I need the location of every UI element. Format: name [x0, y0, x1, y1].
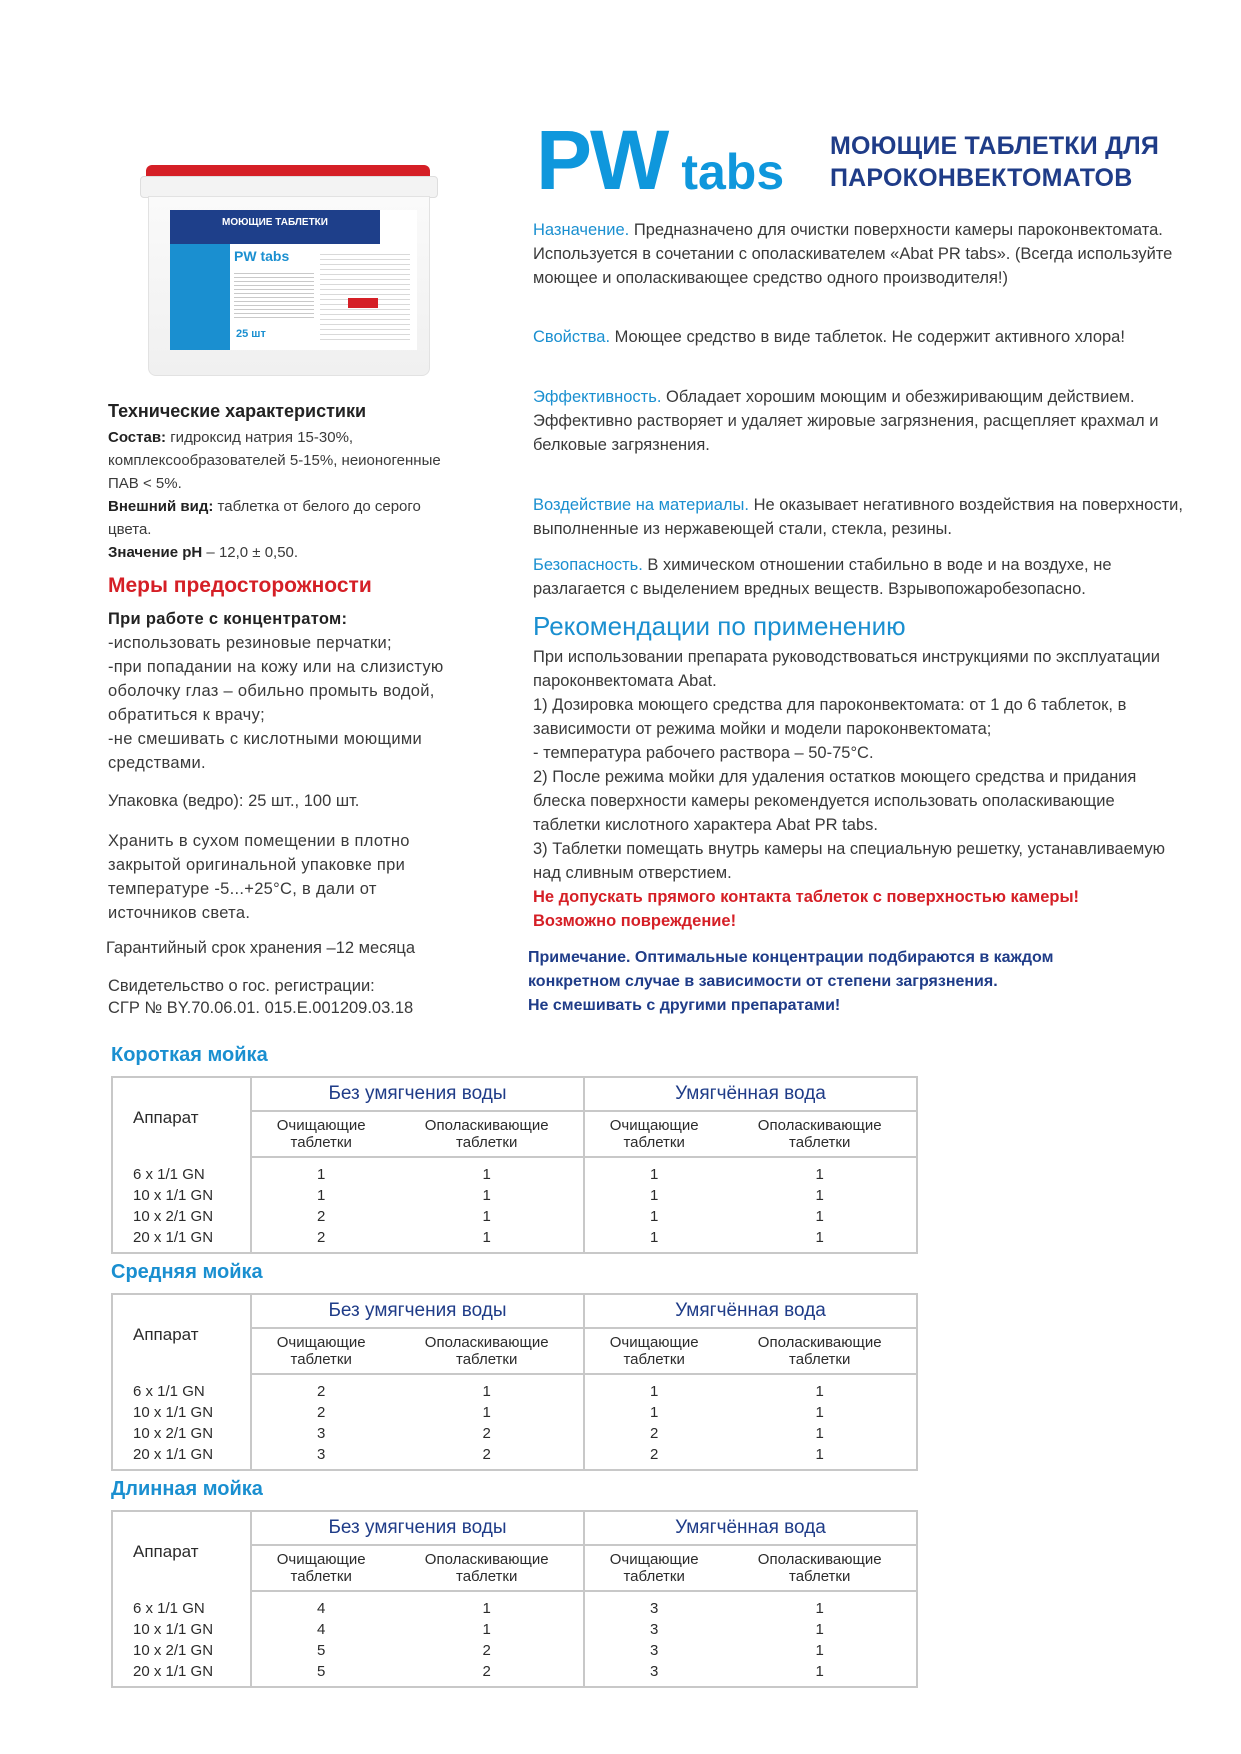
table-cell: 1: [650, 1404, 659, 1421]
bucket-label: [170, 210, 417, 350]
desc-materials: [533, 493, 1183, 541]
col-group-unsoftened: Без умягчения воды: [251, 1511, 584, 1545]
note: [528, 946, 1053, 1018]
bucket-label-brand: PW tabs: [234, 248, 290, 264]
table-cell: 1: [815, 1229, 824, 1246]
table-row: [112, 1591, 917, 1619]
col-rinse: Ополаскивающие таблетки: [390, 1328, 584, 1374]
col-rinse: Ополаскивающие таблетки: [723, 1111, 917, 1157]
tech-specs: [108, 426, 468, 564]
certificate-label: Свидетельство о гос. регистрации:: [108, 977, 375, 995]
col-group-unsoftened: Без умягчения воды: [251, 1077, 584, 1111]
bucket-label-info: [320, 250, 410, 340]
table-row: [112, 1423, 917, 1444]
dosage-table-long: [111, 1510, 918, 1688]
table-cell: 1: [390, 1157, 584, 1185]
table-row: [112, 1661, 917, 1687]
table-cell: 1: [815, 1642, 824, 1659]
table-cell: 1: [390, 1374, 584, 1402]
table-cell: 3: [317, 1446, 326, 1463]
table-cell: 4: [317, 1621, 326, 1638]
table-cell: 1: [650, 1166, 659, 1183]
appearance-label: Внешний вид:: [108, 498, 214, 515]
table-cell: 1: [317, 1187, 326, 1204]
abat-logo-icon: [348, 298, 378, 308]
tech-heading: Технические характеристики: [108, 401, 367, 421]
recommendation-line: 2) После режима мойки для удаления остатков моющего средства и придания блеска поверхности камеры рекомендуется использовать ополаскивающие таблетки кислотного характера Abat PR tabs.: [533, 768, 1137, 834]
warning-text: Не допускать прямого контакта таблеток с поверхностью камеры!: [533, 888, 1080, 906]
table-cell: 1: [815, 1663, 824, 1680]
table-title-long: Длинная мойка: [111, 1478, 263, 1500]
table-cell: 1: [815, 1404, 824, 1421]
certificate: [108, 975, 468, 1019]
recommendation-line: При использовании препарата руководствоваться инструкциями по эксплуатации пароконвектомата Abat.: [533, 648, 1160, 690]
dosage-table-medium: [111, 1293, 918, 1471]
table-cell: 5: [317, 1663, 326, 1680]
table-cell: 1: [390, 1227, 584, 1253]
table-cell: 1: [650, 1383, 659, 1400]
col-cleaning: Очищающие таблетки: [251, 1545, 390, 1591]
table-cell: 2: [390, 1640, 584, 1661]
desc-text: Моющее средство в виде таблеток. Не содержит активного хлора!: [610, 328, 1125, 346]
table-row: [112, 1206, 917, 1227]
col-cleaning: Очищающие таблетки: [251, 1111, 390, 1157]
table-cell: 20 x 1/1 GN: [112, 1227, 251, 1253]
packaging: Упаковка (ведро): 25 шт., 100 шт.: [108, 792, 360, 810]
table-cell: 1: [815, 1425, 824, 1442]
col-group-softened: Умягчённая вода: [584, 1511, 917, 1545]
table-row: [112, 1402, 917, 1423]
storage: Хранить в сухом помещении в плотно закрытой оригинальной упаковке при температуре -5...+25°С, в дали от источников света.: [108, 832, 410, 922]
desc-key: Безопасность.: [533, 556, 643, 574]
recommendations-body: [533, 645, 1183, 933]
desc-key: Свойства.: [533, 328, 611, 346]
bucket-label-qty: 25 шт: [236, 328, 266, 340]
recommendations-heading: Рекомендации по применению: [533, 611, 906, 641]
desc-purpose: [533, 218, 1183, 290]
table-row: [112, 1157, 917, 1185]
precautions-list: [108, 607, 468, 775]
desc-text: В химическом отношении стабильно в воде и на воздухе, не разлагается с выделением вредных веществ. Взрывопожаробезопасно.: [533, 556, 1112, 598]
table-cell: 10 x 1/1 GN: [112, 1619, 251, 1640]
product-image: [140, 160, 440, 385]
precaution-item: -использовать резиновые перчатки;: [108, 634, 392, 652]
composition-label: Состав:: [108, 429, 167, 446]
table-cell: 2: [317, 1208, 326, 1225]
col-apparatus: Аппарат: [112, 1511, 251, 1591]
table-cell: 10 x 1/1 GN: [112, 1402, 251, 1423]
table-cell: 5: [317, 1642, 326, 1659]
bucket-label-photo: [170, 244, 230, 350]
bucket-label-title: МОЮЩИЕ ТАБЛЕТКИ: [170, 210, 380, 244]
table-cell: 1: [815, 1446, 824, 1463]
table-cell: 10 x 1/1 GN: [112, 1185, 251, 1206]
recommendation-line: 1) Дозировка моющего средства для пароконвектомата: от 1 до 6 таблеток, в зависимости от режима мойки и модели пароконвектомата;: [533, 696, 1127, 738]
table-cell: 2: [390, 1423, 584, 1444]
col-group-softened: Умягчённая вода: [584, 1294, 917, 1328]
table-cell: 10 x 2/1 GN: [112, 1640, 251, 1661]
table-row: [112, 1444, 917, 1470]
col-cleaning: Очищающие таблетки: [251, 1328, 390, 1374]
table-cell: 1: [390, 1619, 584, 1640]
page-title-line2: ПАРОКОНВЕКТОМАТОВ: [830, 164, 1133, 192]
note-text: Оптимальные концентрации подбираются в каждом: [630, 949, 1054, 966]
recommendation-line: 3) Таблетки помещать внутрь камеры на специальную решетку, устанавливаемую над сливным отверстием.: [533, 840, 1166, 882]
table-row: [112, 1619, 917, 1640]
table-cell: 6 x 1/1 GN: [112, 1591, 251, 1619]
table-cell: 20 x 1/1 GN: [112, 1661, 251, 1687]
table-cell: 20 x 1/1 GN: [112, 1444, 251, 1470]
warranty: Гарантийный срок хранения –12 месяца: [106, 939, 416, 957]
table-cell: 1: [390, 1185, 584, 1206]
table-cell: 1: [650, 1208, 659, 1225]
bucket-rim: [140, 176, 438, 198]
precautions-sub: При работе с концентратом:: [108, 610, 348, 628]
desc-key: Воздействие на материалы.: [533, 496, 749, 514]
warning-text: Возможно повреждение!: [533, 912, 737, 930]
desc-key: Назначение.: [533, 221, 630, 239]
table-cell: 2: [390, 1661, 584, 1687]
certificate-number: СГР № BY.70.06.01. 015.E.001209.03.18: [108, 999, 414, 1017]
col-group-unsoftened: Без умягчения воды: [251, 1294, 584, 1328]
table-cell: 1: [815, 1208, 824, 1225]
table-cell: 2: [317, 1383, 326, 1400]
composition-text: гидроксид натрия 15-30%, комплексообразователей 5-15%, неионогенные ПАВ < 5%.: [108, 429, 441, 492]
table-cell: 1: [317, 1166, 326, 1183]
table-cell: 6 x 1/1 GN: [112, 1374, 251, 1402]
table-cell: 2: [317, 1229, 326, 1246]
table-cell: 1: [815, 1383, 824, 1400]
brand-main: PW: [536, 113, 668, 207]
table-cell: 3: [650, 1663, 659, 1680]
desc-text: Обладает хорошим моющим и обезжиривающим действием. Эффективно растворяет и удаляет жировые загрязнения, расщепляет крахмал и белковые загрязнения.: [533, 388, 1159, 454]
product-brand: [536, 112, 784, 209]
col-cleaning: Очищающие таблетки: [584, 1545, 723, 1591]
table-cell: 4: [317, 1600, 326, 1617]
note-text: Не смешивать с другими препаратами!: [528, 997, 841, 1014]
table-cell: 3: [650, 1642, 659, 1659]
desc-safety: [533, 553, 1183, 601]
table-cell: 1: [815, 1621, 824, 1638]
table-cell: 3: [317, 1425, 326, 1442]
precaution-item: -при попадании на кожу или на слизистую оболочку глаз – обильно промыть водой, обратиться к врачу;: [108, 658, 444, 724]
col-apparatus: Аппарат: [112, 1294, 251, 1374]
col-cleaning: Очищающие таблетки: [584, 1111, 723, 1157]
table-cell: 2: [317, 1404, 326, 1421]
table-cell: 2: [650, 1425, 659, 1442]
table-row: [112, 1227, 917, 1253]
recommendation-line: - температура рабочего раствора – 50-75°С.: [533, 744, 874, 762]
table-cell: 6 x 1/1 GN: [112, 1157, 251, 1185]
desc-text: Предназначено для очистки поверхности камеры пароконвектомата. Используется в сочетании с ополаскивателем «Abat PR tabs». (Всегда используйте моющее и ополаскивающее средство одного производителя!): [533, 221, 1173, 287]
table-cell: 2: [390, 1444, 584, 1470]
table-cell: 10 x 2/1 GN: [112, 1206, 251, 1227]
col-rinse: Ополаскивающие таблетки: [723, 1328, 917, 1374]
table-cell: 1: [390, 1591, 584, 1619]
col-rinse: Ополаскивающие таблетки: [390, 1111, 584, 1157]
table-row: [112, 1185, 917, 1206]
page-title-line1: МОЮЩИЕ ТАБЛЕТКИ ДЛЯ: [830, 132, 1159, 160]
note-key: Примечание.: [528, 949, 631, 966]
table-cell: 1: [815, 1166, 824, 1183]
precaution-item: -не смешивать с кислотными моющими средствами.: [108, 730, 422, 772]
table-cell: 2: [650, 1446, 659, 1463]
table-cell: 1: [390, 1402, 584, 1423]
table-cell: 1: [650, 1187, 659, 1204]
table-cell: 3: [650, 1600, 659, 1617]
precautions-heading: Меры предосторожности: [108, 574, 372, 597]
table-cell: 10 x 2/1 GN: [112, 1423, 251, 1444]
col-rinse: Ополаскивающие таблетки: [723, 1545, 917, 1591]
col-cleaning: Очищающие таблетки: [584, 1328, 723, 1374]
note-text: конкретном случае в зависимости от степени загрязнения.: [528, 973, 998, 990]
col-apparatus: Аппарат: [112, 1077, 251, 1157]
appearance-text: таблетка от белого до серого цвета.: [108, 498, 421, 538]
page-title: [830, 130, 1190, 194]
table-cell: 1: [815, 1600, 824, 1617]
ph-text: – 12,0 ± 0,50.: [202, 544, 299, 561]
table-title-short: Короткая мойка: [111, 1044, 268, 1066]
col-rinse: Ополаскивающие таблетки: [390, 1545, 584, 1591]
table-row: [112, 1640, 917, 1661]
table-row: [112, 1374, 917, 1402]
dosage-table-short: [111, 1076, 918, 1254]
col-group-softened: Умягчённая вода: [584, 1077, 917, 1111]
table-title-medium: Средняя мойка: [111, 1261, 263, 1283]
desc-text: Не оказывает негативного воздействия на поверхности, выполненные из нержавеющей стали, стекла, резины.: [533, 496, 1183, 538]
table-cell: 3: [650, 1621, 659, 1638]
bucket-label-text: [234, 270, 314, 320]
desc-properties: [533, 325, 1183, 349]
ph-label: Значение pH: [108, 544, 203, 561]
table-cell: 1: [815, 1187, 824, 1204]
brand-sub: tabs: [681, 144, 785, 200]
table-cell: 1: [390, 1206, 584, 1227]
desc-key: Эффективность.: [533, 388, 662, 406]
table-cell: 1: [650, 1229, 659, 1246]
desc-efficiency: [533, 385, 1183, 457]
